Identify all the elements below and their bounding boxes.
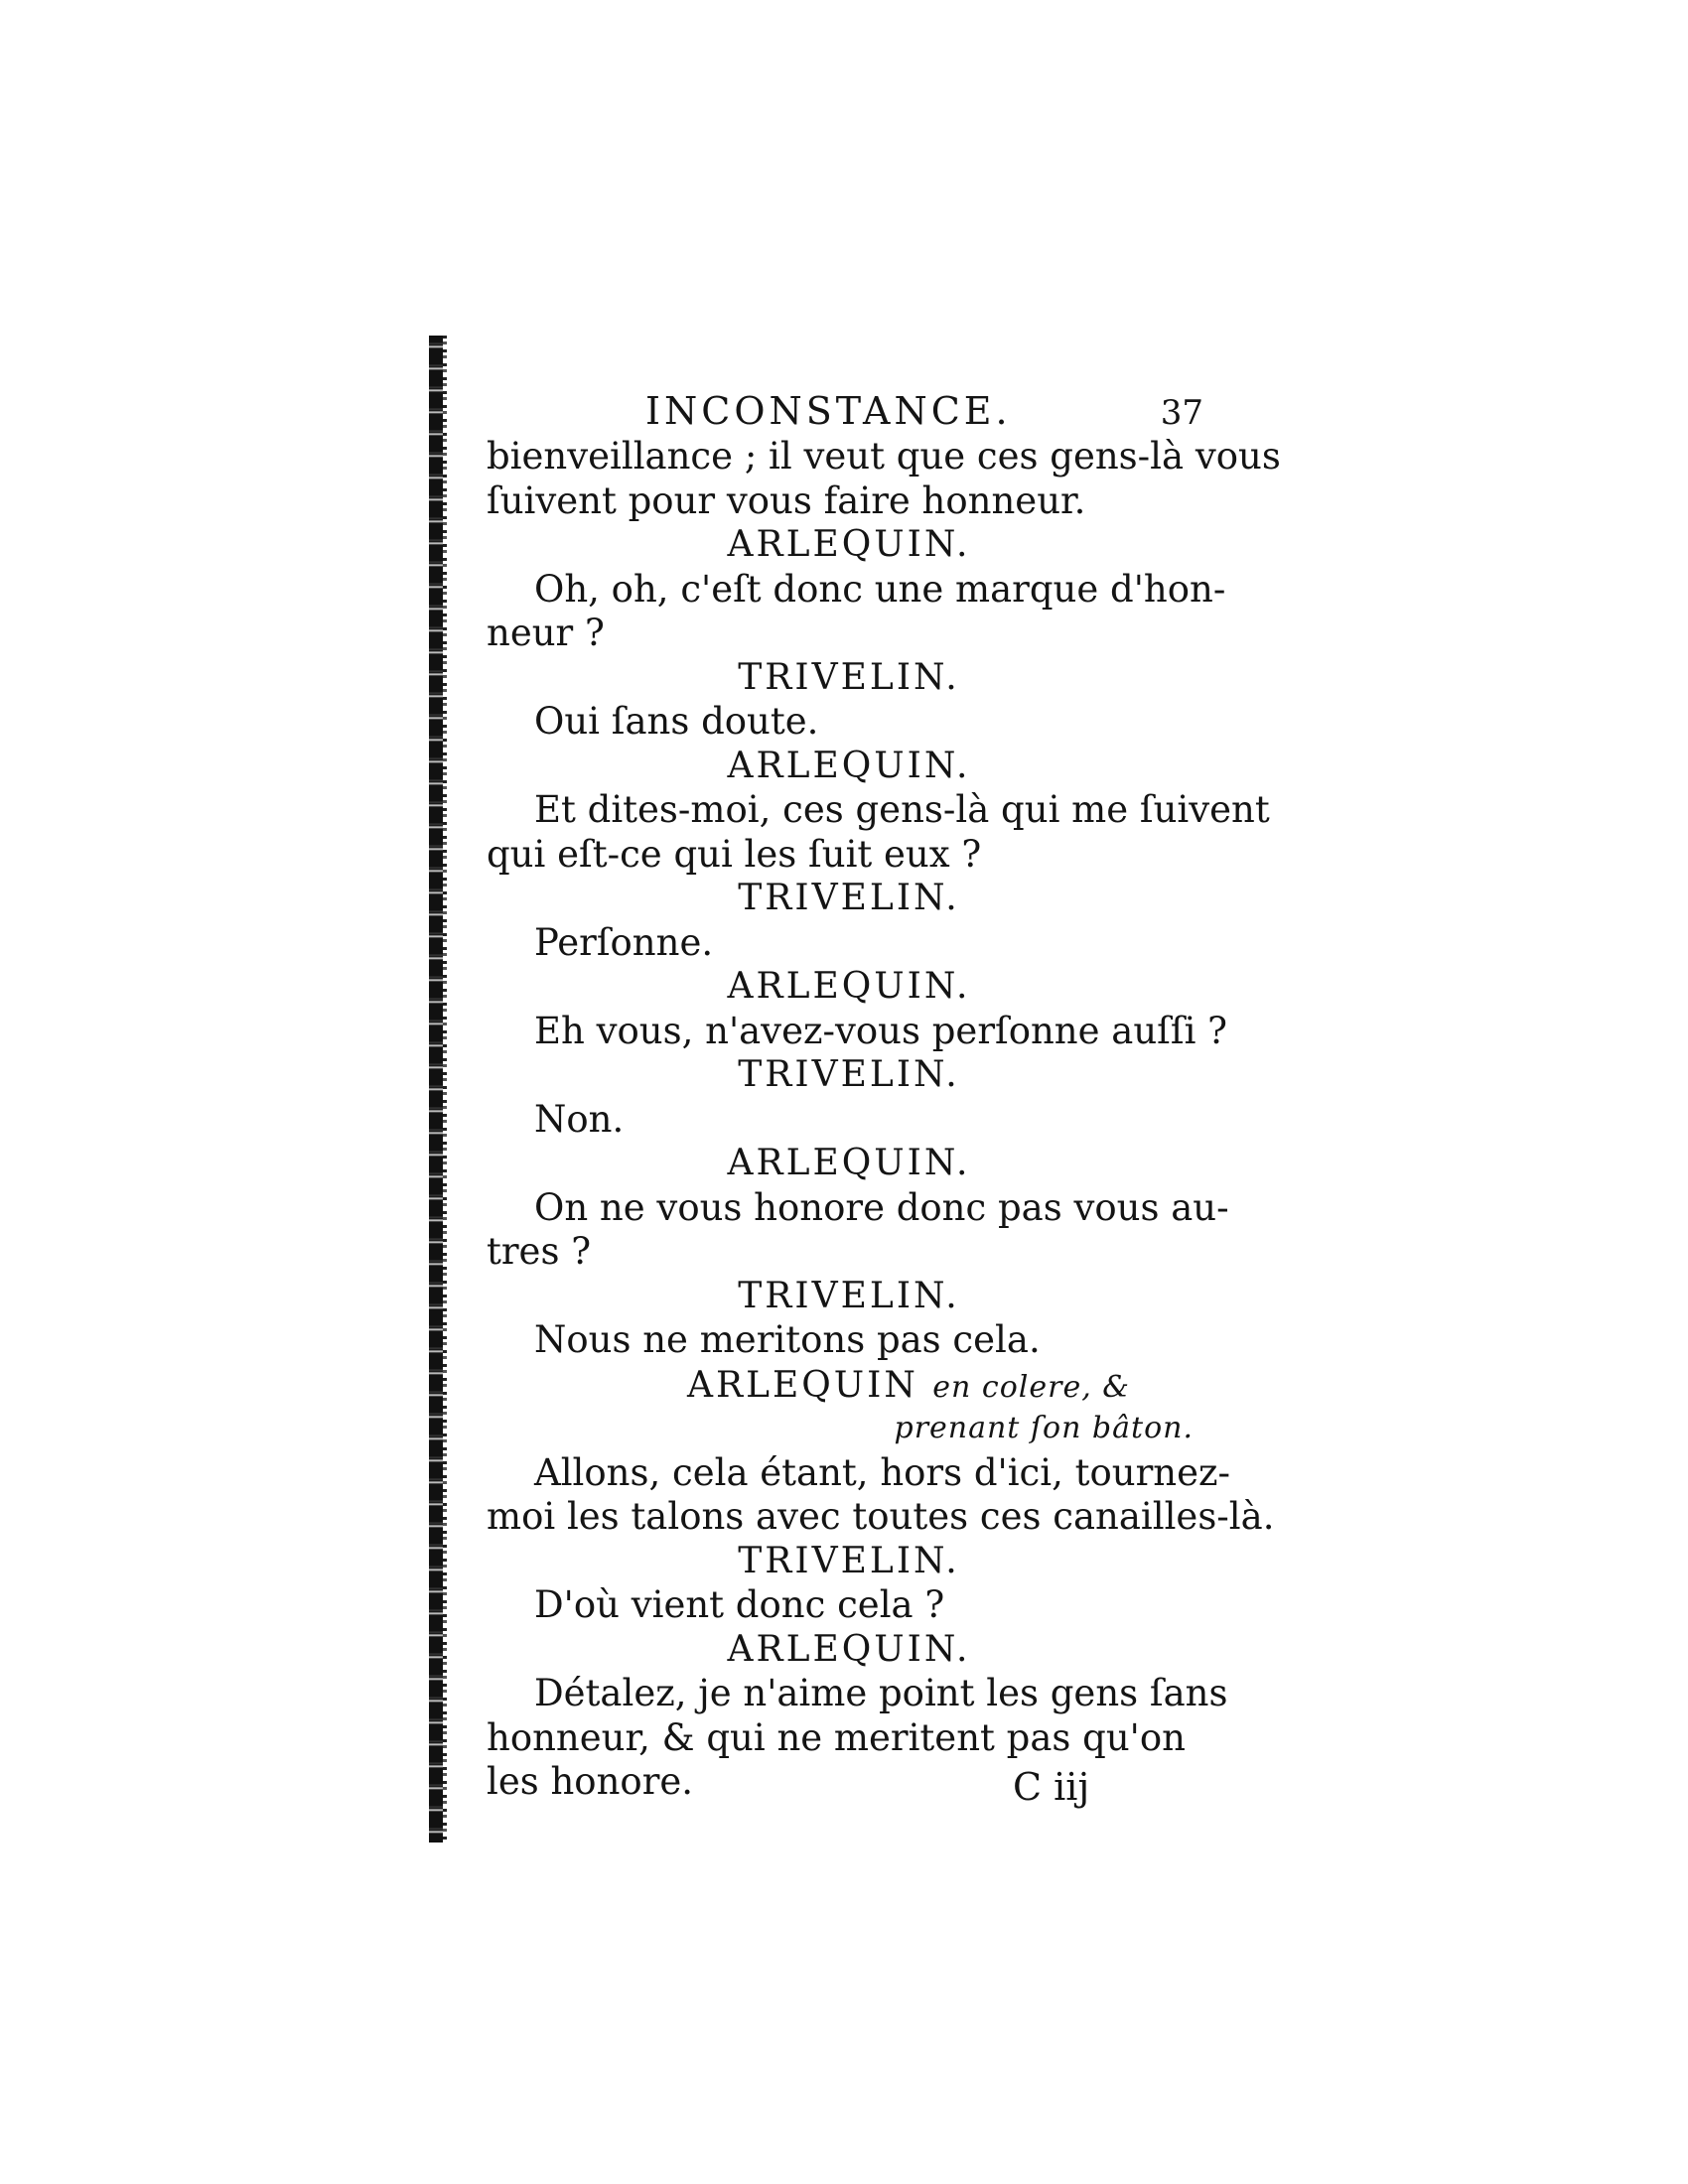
dialogue-line: Oui ſans doute. <box>534 700 819 743</box>
speaker-name: ARLEQUIN. <box>727 1628 971 1670</box>
speaker-name: TRIVELIN. <box>738 656 960 698</box>
speaker-name: ARLEQUIN <box>686 1364 933 1406</box>
speaker-name: TRIVELIN. <box>738 878 960 918</box>
binding-gutter <box>429 336 443 1843</box>
dialogue-line: les honore. <box>487 1760 694 1803</box>
dialogue-line: Et dites-moi, ces gens-là qui me ſuivent <box>534 788 1270 831</box>
speaker-name: ARLEQUIN. <box>727 524 971 565</box>
speaker-name: ARLEQUIN. <box>727 745 971 786</box>
dialogue-line: neur ? <box>487 612 605 654</box>
stage-direction: en colere, & <box>932 1369 1130 1405</box>
dialogue-line: qui eſt-ce qui les ſuit eux ? <box>487 832 982 876</box>
speaker-name: TRIVELIN. <box>738 1054 960 1095</box>
speaker-name: TRIVELIN. <box>738 1540 960 1581</box>
dialogue-line: Non. <box>534 1097 625 1141</box>
speaker-name: ARLEQUIN. <box>727 1143 971 1183</box>
speaker-name: ARLEQUIN. <box>727 966 971 1007</box>
dialogue-line: Détalez, je n'aime point les gens ſans <box>534 1672 1228 1714</box>
dialogue-line: ſuivent pour vous faire honneur. <box>487 478 1086 522</box>
speaker-with-stage-direction <box>487 1363 1211 1408</box>
dialogue-line: honneur, & qui ne meritent pas qu'on <box>487 1715 1186 1759</box>
dialogue-line: On ne vous honore donc pas vous au- <box>534 1185 1229 1229</box>
dialogue-line: Eh vous, n'avez-vous perſonne auſſi ? <box>534 1009 1227 1052</box>
running-head <box>487 389 1211 435</box>
dialogue-line: D'où vient donc cela ? <box>534 1583 945 1626</box>
speaker-name: TRIVELIN. <box>738 1275 960 1316</box>
dialogue-line: Perſonne. <box>534 920 714 964</box>
signature-mark: C iij <box>1013 1765 1090 1809</box>
dialogue-line: Allons, cela étant, hors d'ici, tournez- <box>534 1450 1231 1494</box>
binding-edge <box>443 336 447 1843</box>
running-title: INCONSTANCE. <box>645 389 1012 433</box>
stage-direction: prenant ſon bâton. <box>894 1411 1194 1445</box>
text-block <box>487 435 1281 1805</box>
dialogue-line: bienveillance ; il veut que ces gens-là vous <box>487 435 1281 478</box>
dialogue-line: Oh, oh, c'eſt donc une marque d'hon- <box>534 567 1226 611</box>
dialogue-line: moi les talons avec toutes ces canailles-là. <box>487 1495 1275 1538</box>
dialogue-line: Nous ne meritons pas cela. <box>534 1318 1041 1361</box>
dialogue-line: tres ? <box>487 1230 592 1273</box>
page-number: 37 <box>1160 393 1203 433</box>
